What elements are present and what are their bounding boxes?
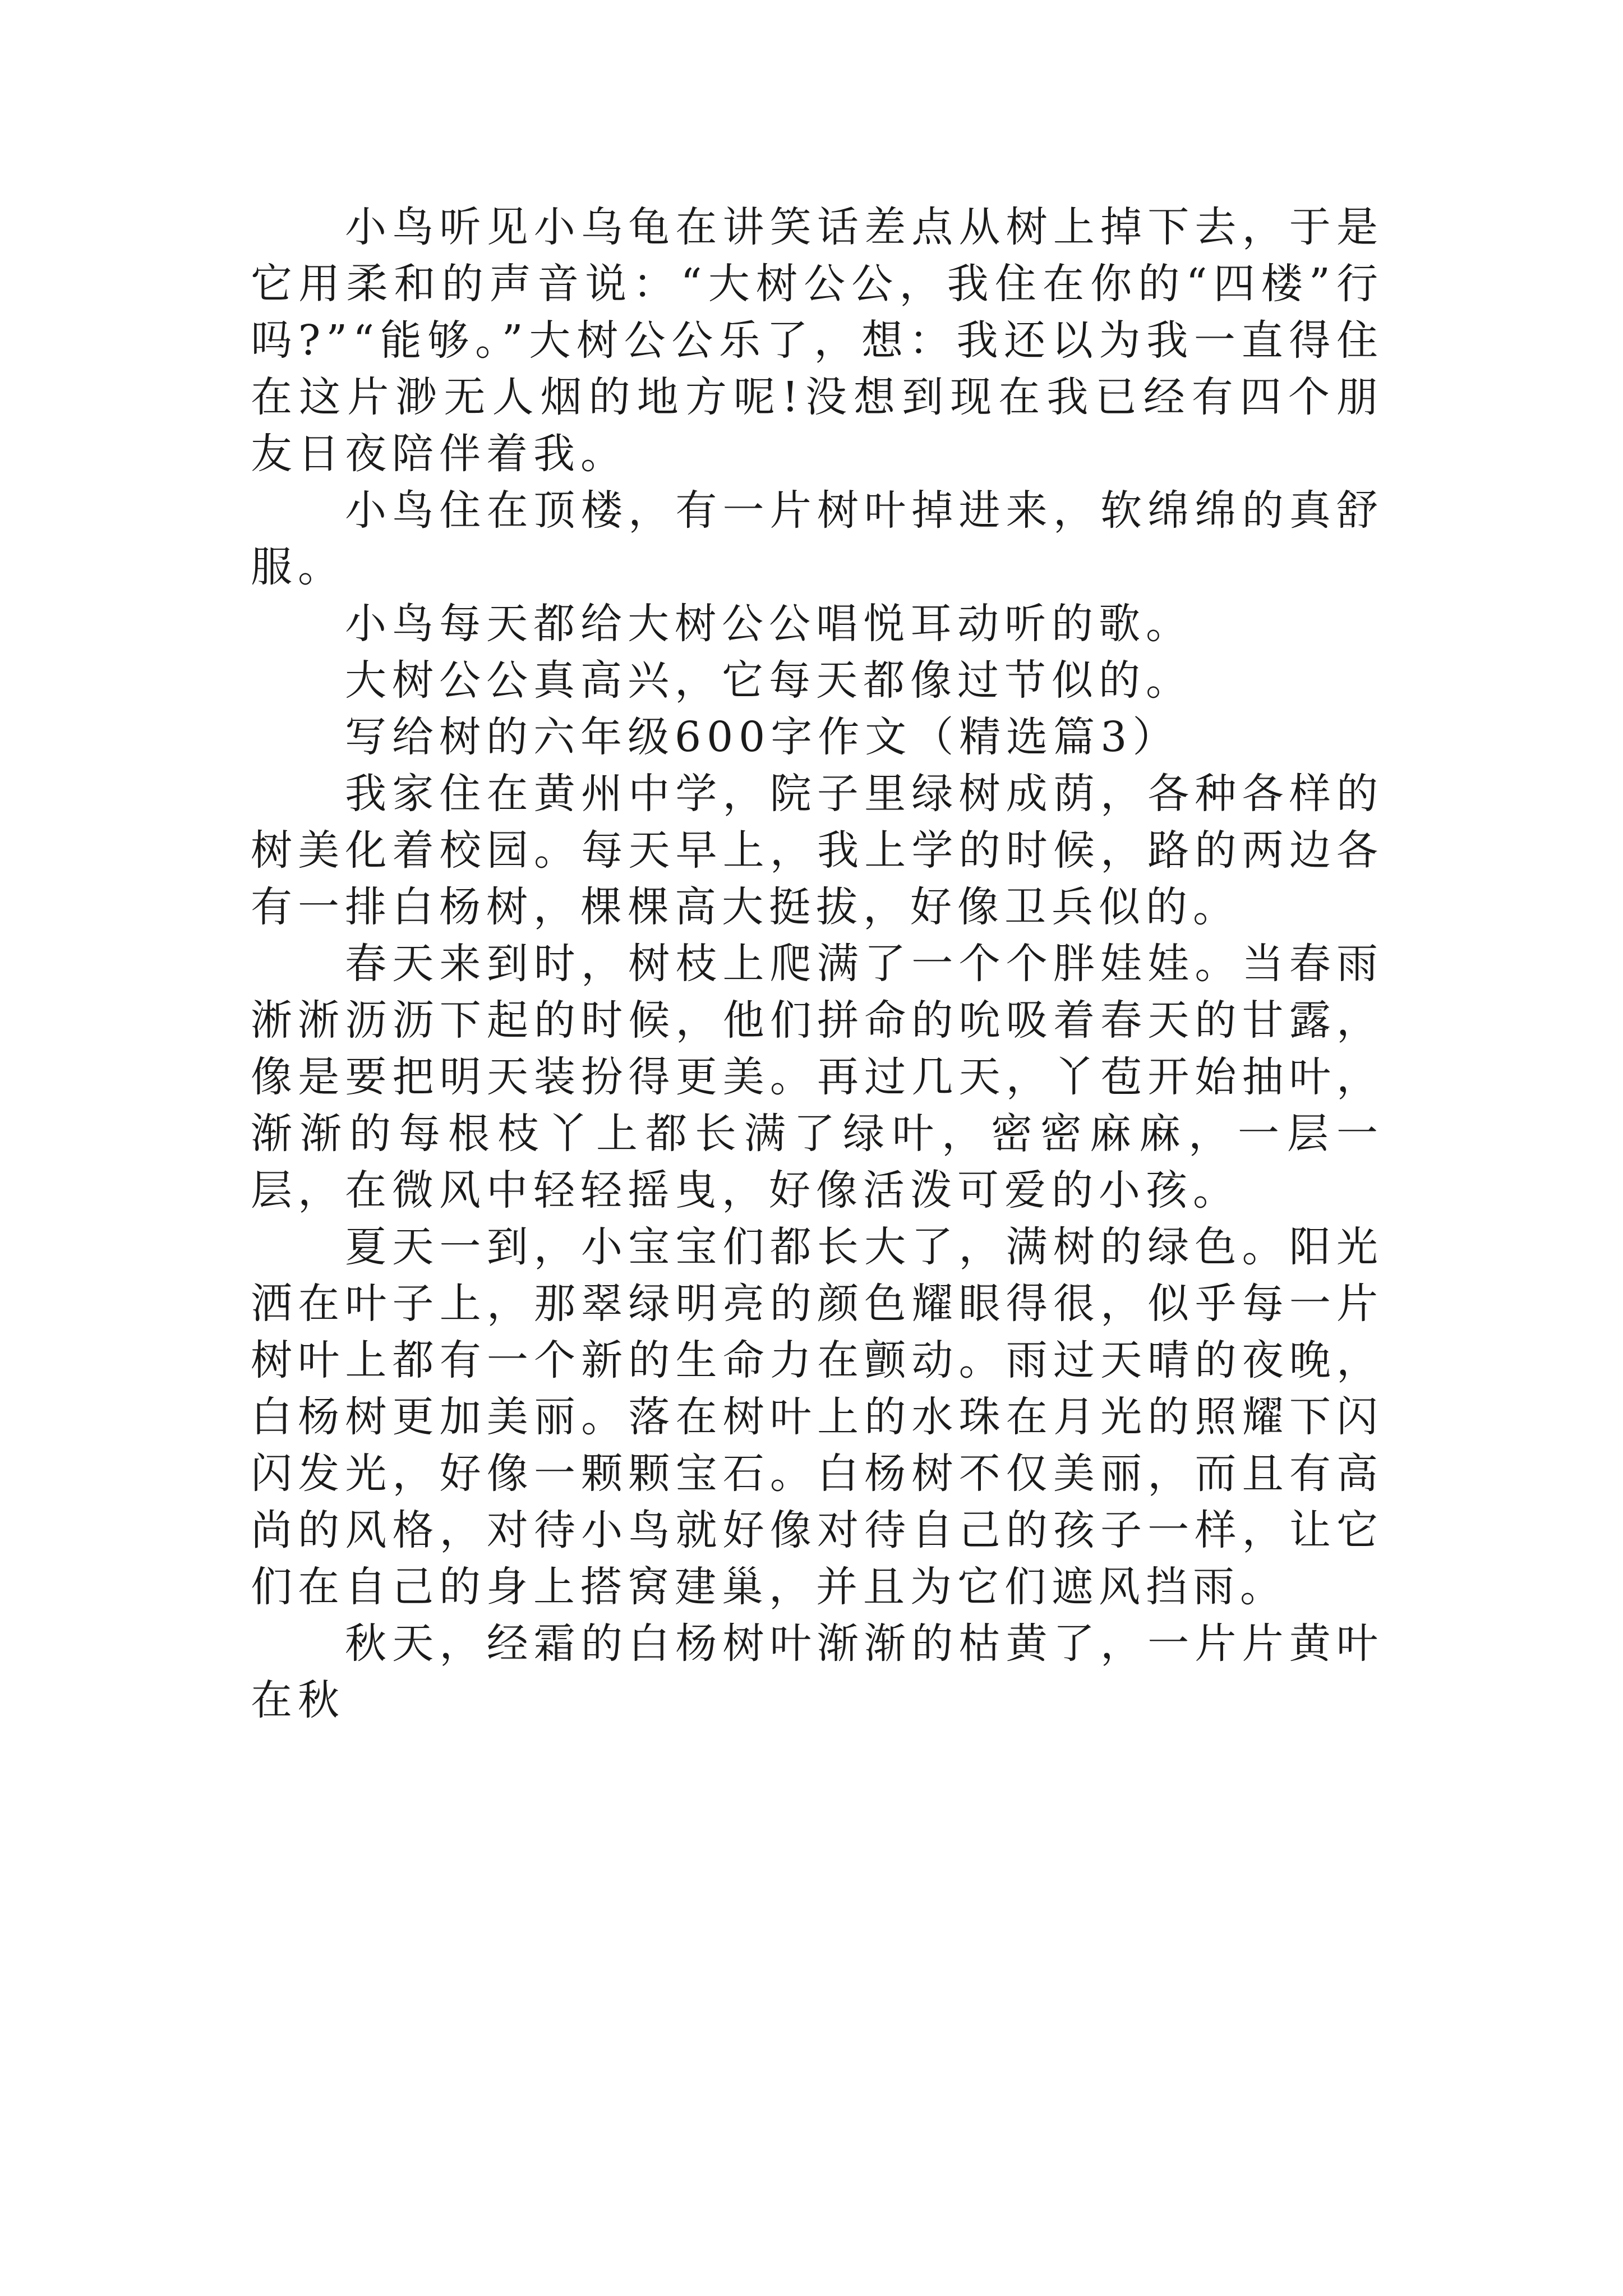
paragraph: 春天来到时，树枝上爬满了一个个胖娃娃。当春雨淅淅沥沥下起的时候，他们拼命的吮吸着春天的甘露，像是要把明天装扮得更美。再过几天，丫苞开始抽叶，渐渐的每根枝丫上都长满了绿叶，密密麻麻，一层一层，在微风中轻轻摇曳，好像活泼可爱的小孩。 <box>251 940 1384 1214</box>
paragraph: 夏天一到，小宝宝们都长大了，满树的绿色。阳光洒在叶子上，那翠绿明亮的颜色耀眼得很，似乎每一片树叶上都有一个新的生命力在颤动。雨过天晴的夜晚，白杨树更加美丽。落在树叶上的水珠在月光的照耀下闪闪发光，好像一颗颗宝石。白杨树不仅美丽，而且有高尚的风格，对待小鸟就好像对待自己的孩子一样，让它们在自己的身上搭窝建巢，并且为它们遮风挡雨。 <box>251 1223 1384 1611</box>
paragraph: 小鸟住在顶楼，有一片树叶掉进来，软绵绵的真舒服。 <box>251 486 1384 591</box>
paragraph: 秋天，经霜的白杨树叶渐渐的枯黄了，一片片黄叶在秋 <box>251 1619 1384 1724</box>
paragraph: 我家住在黄州中学，院子里绿树成荫，各种各样的树美化着校园。每天早上，我上学的时候，路的两边各有一排白杨树，棵棵高大挺拔，好像卫兵似的。 <box>251 770 1384 931</box>
section-heading: 写给树的六年级600字作文（精选篇3） <box>345 713 1180 761</box>
paragraph: 小鸟每天都给大树公公唱悦耳动听的歌。 <box>345 600 1193 648</box>
paragraph: 大树公公真高兴，它每天都像过节似的。 <box>345 656 1193 705</box>
paragraph: 小鸟听见小乌龟在讲笑话差点从树上掉下去，于是它用柔和的声音说：“大树公公，我住在你的“四楼”行吗?”“能够。”大树公公乐了，想：我还以为我一直得住在这片渺无人烟的地方呢!没想到现在我已经有四个朋友日夜陪伴着我。 <box>251 203 1384 478</box>
article-body <box>251 199 1384 1729</box>
